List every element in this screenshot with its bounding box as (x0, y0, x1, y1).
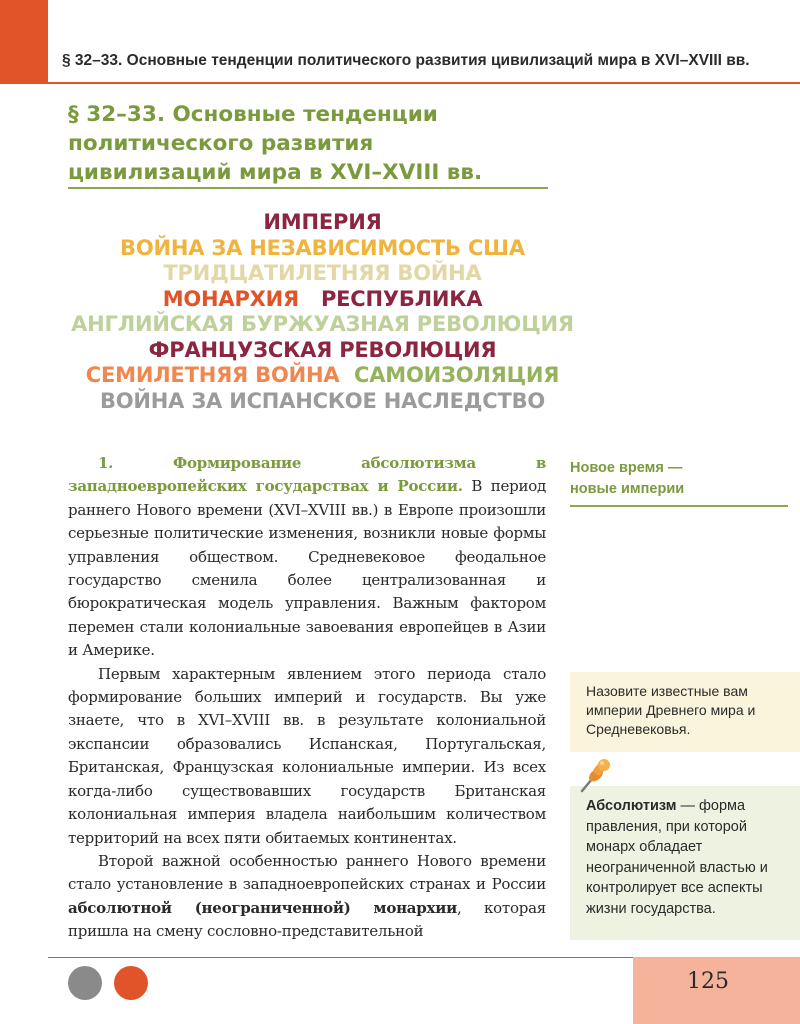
footer-rule (48, 957, 633, 958)
orange-dot (114, 966, 148, 1000)
cloud-word-self-isolation: САМОИЗОЛЯЦИЯ (354, 363, 560, 387)
header-rule (48, 82, 800, 84)
cloud-word-republic: РЕСПУБЛИКА (320, 286, 483, 311)
title-line-1: § 32–33. Основные тенденции (68, 102, 438, 127)
pushpin-icon (574, 757, 614, 797)
term-absolute-monarchy: абсолютной (неограниченной) монархии (68, 898, 457, 917)
paragraph-2: Первым характерным явлением этого периода стало формирование больших империй и государств. Вы уже знаете, что в XVI–XVIII вв. в результате колониальной экспансии образовались Испанская, Португальская, Британская, Французская колониальные империи. Из всех когда-либо существовавших государств Британская колониальная империя владела наибольшим количеством территорий на всех пяти обитаемых континентах. (68, 664, 546, 847)
paragraph-1-lead: 1. Формирование абсолютизма в западноевропейских государствах и России. (68, 454, 546, 496)
definition-text (586, 796, 776, 919)
cloud-word-french-revolution: ФРАНЦУЗСКАЯ РЕВОЛЮЦИЯ (148, 337, 497, 362)
cloud-word-empire: ИМПЕРИЯ (263, 210, 382, 234)
paragraph-3-end: , которая пришла на смену сословно-представительной (68, 898, 546, 941)
cloud-word-thirty-years-war: ТРИДЦАТИЛЕТНЯЯ ВОЙНА (163, 261, 482, 285)
cloud-word-seven-years-war: СЕМИЛЕТНЯЯ ВОЙНА (85, 363, 340, 387)
question-text: Назовите известные вам империи Древнего мира и Средневековья. (586, 683, 756, 737)
page-number-box (633, 957, 800, 1024)
gray-dot (68, 966, 102, 1000)
paragraph-3 (68, 850, 546, 944)
page-number: 125 (687, 969, 729, 994)
paragraph-1 (68, 452, 546, 663)
cloud-word-monarchy: МОНАРХИЯ (162, 286, 299, 311)
main-text (68, 452, 546, 944)
cloud-word-usa-war: ВОЙНА ЗА НЕЗАВИСИМОСТЬ США (120, 235, 525, 260)
cloud-word-english-revolution: АНГЛИЙСКАЯ БУРЖУАЗНАЯ РЕВОЛЮЦИЯ (71, 312, 574, 336)
definition-body: — форма правления, при которой монарх обладает неограниченной властью и контролирует все аспекты жизни государства. (586, 798, 768, 917)
paragraph-1-text: В период раннего Нового времени (XVI–XVIII вв.) в Европе произошли серьезные политические изменения, возникли новые формы управления обществом. Средневековое феодальное государство сменила более централизованная и бюрократическая модель управления. Важным фактором перемен стали колониальные завоевания европейцев в Азии и Америке. (68, 477, 546, 660)
definition-box (570, 786, 800, 940)
paragraph-3-start: Второй важной особенностью раннего Нового времени стало установление в западноевропейских странах и России (68, 851, 546, 894)
side-heading-line-1: Новое время — (570, 460, 683, 476)
running-header: § 32–33. Основные тенденции политического развития цивилизаций мира в XVI–XVIII вв. (62, 52, 750, 69)
orange-corner-tab (0, 0, 48, 84)
title-line-3: цивилизаций мира в XVI–XVIII вв. (68, 160, 483, 185)
side-heading (570, 458, 770, 500)
title-line-2: политического развития (68, 131, 374, 156)
definition-term: Абсолютизм (586, 798, 677, 814)
title-rule (68, 187, 548, 189)
section-title (68, 100, 538, 187)
side-heading-rule (570, 505, 788, 507)
question-box (570, 672, 800, 752)
side-heading-line-2: новые империи (570, 481, 685, 497)
word-cloud (40, 210, 605, 414)
cloud-word-spanish-succession: ВОЙНА ЗА ИСПАНСКОЕ НАСЛЕДСТВО (99, 388, 546, 413)
